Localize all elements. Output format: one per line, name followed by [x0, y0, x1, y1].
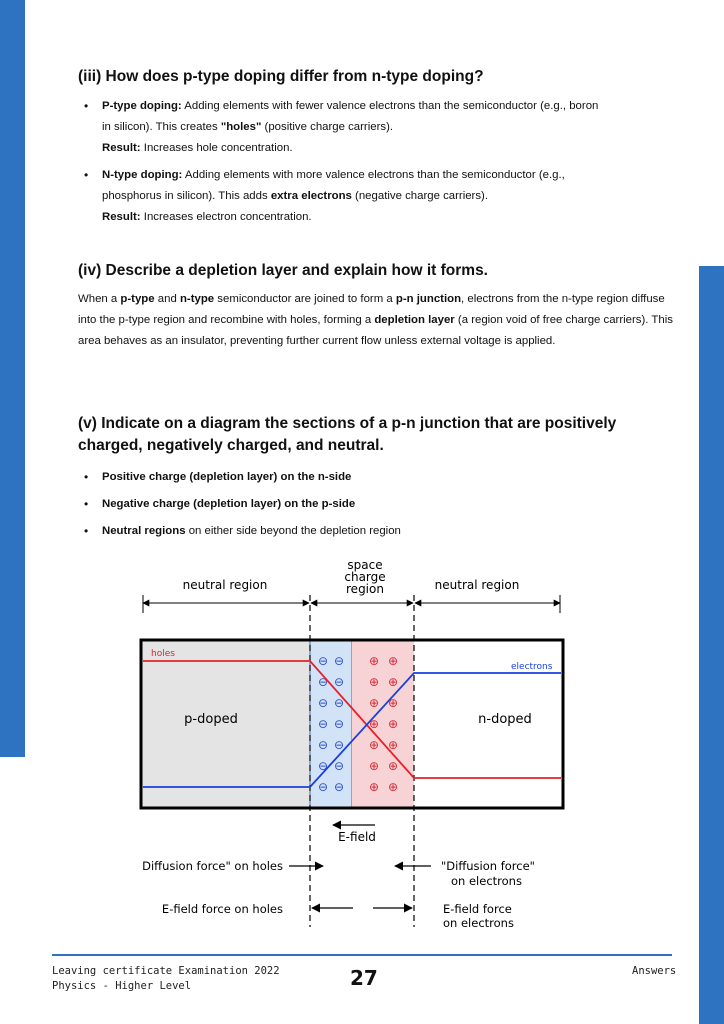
- text: and: [154, 293, 180, 305]
- holes-label: holes: [151, 649, 175, 659]
- text: in silicon). This creates: [102, 121, 221, 133]
- result-label: Result:: [102, 142, 141, 154]
- footer-left: [52, 964, 280, 994]
- bold-text: extra electrons: [270, 190, 352, 202]
- n-doped-label: n-doped: [478, 712, 532, 727]
- term-label: N-type doping:: [102, 169, 183, 181]
- diffusion-electrons-label-2: on electrons: [451, 874, 522, 888]
- result-label: Result:: [102, 211, 141, 223]
- paragraph: [78, 289, 678, 352]
- question-v-heading: [78, 413, 616, 457]
- bold-text: Neutral regions: [102, 525, 186, 537]
- region-span-arrows: [143, 595, 560, 613]
- positive-charge-icon: ⊕: [387, 738, 399, 752]
- neutral-region-right-label: neutral region: [434, 578, 520, 592]
- efield-label: E-field: [338, 830, 376, 844]
- list-item: [78, 521, 678, 542]
- negative-charge-icon: ⊖: [317, 759, 329, 773]
- positive-charge-icon: ⊕: [368, 654, 380, 668]
- negative-charge-icon: ⊖: [317, 654, 329, 668]
- right-accent-band: [699, 266, 724, 1024]
- text: (a region void of free charge carriers). This area behaves as an insulator, preventing further current flow unless external voltage is applied.: [78, 314, 673, 347]
- question-iv-answer: [78, 289, 678, 352]
- text: on either side beyond the depletion region: [185, 525, 401, 537]
- p-doped-label: p-doped: [184, 712, 238, 727]
- space-charge-label-2: charge: [344, 570, 386, 584]
- positive-charge-icon: ⊕: [368, 696, 380, 710]
- heading-line: charged, negatively charged, and neutral.: [78, 437, 384, 454]
- efield-electrons-label-2: on electrons: [443, 916, 514, 930]
- text: semiconductor are joined to form a: [214, 293, 396, 305]
- negative-charge-icon: ⊖: [317, 696, 329, 710]
- bold-text: n-type: [179, 293, 215, 305]
- negative-depletion-region: [310, 640, 352, 808]
- bold-text: p-type: [120, 293, 155, 305]
- text: Adding elements with fewer valence electrons than the semiconductor (e.g., boron: [181, 100, 599, 112]
- efield-holes-label: E-field force on holes: [161, 902, 283, 916]
- question-v-answer: [78, 467, 678, 542]
- footer-subject: Physics - Higher Level: [52, 980, 192, 992]
- pn-junction-diagram: [135, 555, 575, 937]
- text: , electrons from the n-type region diffuse into the p-type region and recombine with holes, forming a: [78, 293, 665, 326]
- footer-exam-title: Leaving certificate Examination 2022: [52, 965, 280, 977]
- text: Increases electron concentration.: [140, 211, 312, 223]
- term-label: P-type doping:: [102, 100, 182, 112]
- efield-electrons-label-1: E-field force: [443, 902, 512, 916]
- positive-charge-icon: ⊕: [387, 759, 399, 773]
- list-item: [78, 467, 678, 488]
- negative-charge-icon: ⊖: [333, 696, 345, 710]
- text: (negative charge carriers).: [351, 190, 488, 202]
- text: phosphorus in silicon). This adds: [102, 190, 271, 202]
- space-charge-label-1: space: [347, 558, 383, 572]
- positive-depletion-region: [352, 640, 414, 808]
- negative-charge-icon: ⊖: [317, 675, 329, 689]
- positive-charge-icon: ⊕: [368, 675, 380, 689]
- positive-charge-icon: ⊕: [387, 696, 399, 710]
- list-item: [78, 96, 678, 159]
- positive-charge-icon: ⊕: [368, 780, 380, 794]
- positive-charge-icon: ⊕: [368, 717, 380, 731]
- negative-charge-icon: ⊖: [317, 738, 329, 752]
- positive-charge-icon: ⊕: [368, 759, 380, 773]
- negative-charge-icon: ⊖: [333, 780, 345, 794]
- bold-text: Negative charge (depletion layer) on the p-side: [102, 498, 356, 510]
- bold-text: p-n junction: [395, 293, 462, 305]
- negative-charge-icon: ⊖: [333, 717, 345, 731]
- space-charge-label-3: region: [346, 582, 384, 596]
- footer-section-label: Answers: [632, 965, 677, 977]
- list-item: [78, 494, 678, 515]
- left-accent-band: [0, 0, 25, 757]
- positive-charge-icon: ⊕: [387, 717, 399, 731]
- bold-text: depletion layer: [374, 314, 455, 326]
- positive-charge-icon: ⊕: [387, 780, 399, 794]
- text: Adding elements with more valence electrons than the semiconductor (e.g.,: [182, 169, 565, 181]
- footer-divider: [52, 954, 672, 956]
- question-iv-heading: (iv) Describe a depletion layer and explain how it forms.: [78, 262, 488, 279]
- negative-charge-icon: ⊖: [333, 759, 345, 773]
- positive-charge-icon: ⊕: [368, 738, 380, 752]
- bold-text: "holes": [220, 121, 262, 133]
- negative-charge-icon: ⊖: [333, 654, 345, 668]
- text: When a: [78, 293, 121, 305]
- diffusion-holes-label: Diffusion force" on holes: [142, 859, 283, 873]
- positive-charge-icon: ⊕: [387, 654, 399, 668]
- negative-charge-icon: ⊖: [317, 780, 329, 794]
- neutral-region-left-label: neutral region: [182, 578, 268, 592]
- text: (positive charge carriers).: [261, 121, 394, 133]
- heading-line: (v) Indicate on a diagram the sections of a p-n junction that are positively: [78, 415, 617, 432]
- electrons-label: electrons: [511, 662, 553, 672]
- negative-charge-icon: ⊖: [333, 738, 345, 752]
- positive-charge-icon: ⊕: [387, 675, 399, 689]
- negative-charge-icon: ⊖: [317, 717, 329, 731]
- question-iii-heading: (iii) How does p-type doping differ from n-type doping?: [78, 68, 484, 85]
- question-iii-answer: [78, 96, 678, 228]
- diffusion-electrons-label-1: "Diffusion force": [441, 859, 535, 873]
- bold-text: Positive charge (depletion layer) on the n-side: [102, 471, 352, 483]
- page-number: 27: [350, 966, 378, 990]
- negative-charge-icon: ⊖: [333, 675, 345, 689]
- text: Increases hole concentration.: [140, 142, 293, 154]
- list-item: [78, 165, 678, 228]
